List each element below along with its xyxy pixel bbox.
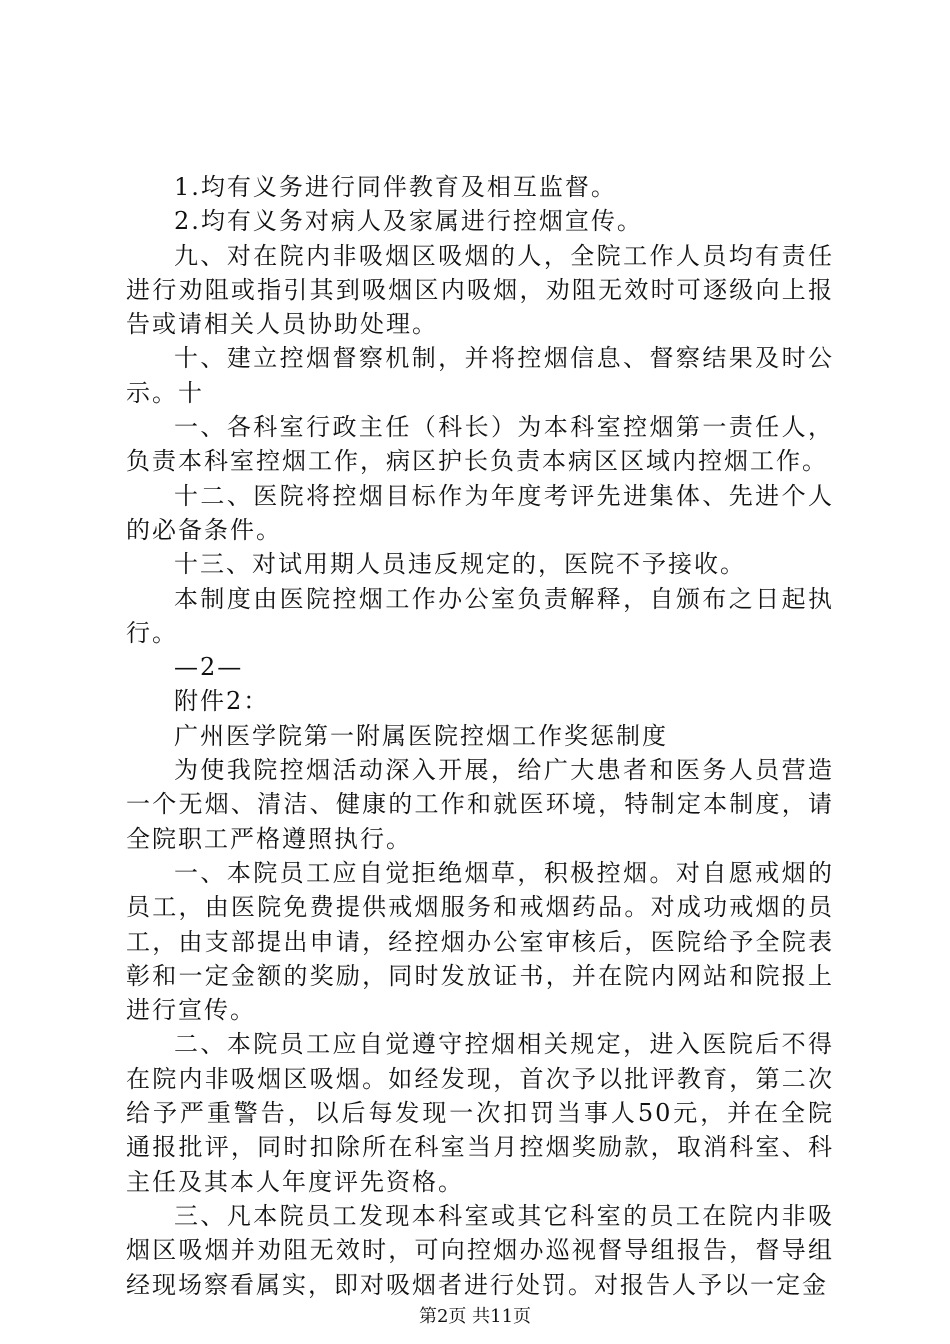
paragraph-rule-2: 二、本院员工应自觉遵守控烟相关规定，进入医院后不得在院内非吸烟区吸烟。如经发现，首次予以批评教育，第二次给予严重警告，以后每发现一次扣罚当事人50元，并在全院通报批评，同时扣除所在科室当月控烟奖励款，取消科室、科主任及其本人年度评先资格。 <box>126 1030 834 1196</box>
paragraph-article-12: 十二、医院将控烟目标作为年度考评先进集体、先进个人的必备条件。 <box>126 481 834 544</box>
paragraph-article-11: 一、各科室行政主任（科长）为本科室控烟第一责任人，负责本科室控烟工作，病区护长负责本病区区域内控烟工作。 <box>126 413 834 476</box>
attachment-label: 附件2： <box>174 687 270 716</box>
paragraph-item-1: 1.均有义务进行同伴教育及相互监督。 <box>174 173 617 201</box>
paragraph-item-2: 2.均有义务对病人及家属进行控烟宣传。 <box>174 207 643 236</box>
paragraph-interpretation: 本制度由医院控烟工作办公室负责解释，自颁布之日起执行。 <box>126 584 834 647</box>
inline-page-number: —2— <box>174 653 244 682</box>
page-footer: 第2页 共11页 <box>418 1306 532 1327</box>
paragraph-article-10: 十、建立控烟督察机制，并将控烟信息、督察结果及时公示。十 <box>126 344 834 407</box>
paragraph-rule-3: 三、凡本院员工发现本科室或其它科室的员工在院内非吸烟区吸烟并劝阻无效时，可向控烟办巡视督导组报告，督导组经现场察看属实，即对吸烟者进行处罚。对报告人予以一定金 <box>126 1201 834 1299</box>
attachment-title: 广州医学院第一附属医院控烟工作奖惩制度 <box>174 721 668 750</box>
paragraph-rule-1: 一、本院员工应自觉拒绝烟草，积极控烟。对自愿戒烟的员工，由医院免费提供戒烟服务和戒烟药品。对成功戒烟的员工，由支部提出申请，经控烟办公室审核后，医院给予全院表彰和一定金额的奖励，同时发放证书，并在院内网站和院报上进行宣传。 <box>126 858 834 1025</box>
paragraph-article-13: 十三、对试用期人员违反规定的，医院不予接收。 <box>174 550 746 579</box>
document-body <box>126 170 834 1302</box>
paragraph-preamble: 为使我院控烟活动深入开展，给广大患者和医务人员营造一个无烟、清洁、健康的工作和就医环境，特制定本制度，请全院职工严格遵照执行。 <box>126 756 834 853</box>
paragraph-article-9: 九、对在院内非吸烟区吸烟的人，全院工作人员均有责任进行劝阻或指引其到吸烟区内吸烟，劝阻无效时可逐级向上报告或请相关人员协助处理。 <box>126 241 834 339</box>
